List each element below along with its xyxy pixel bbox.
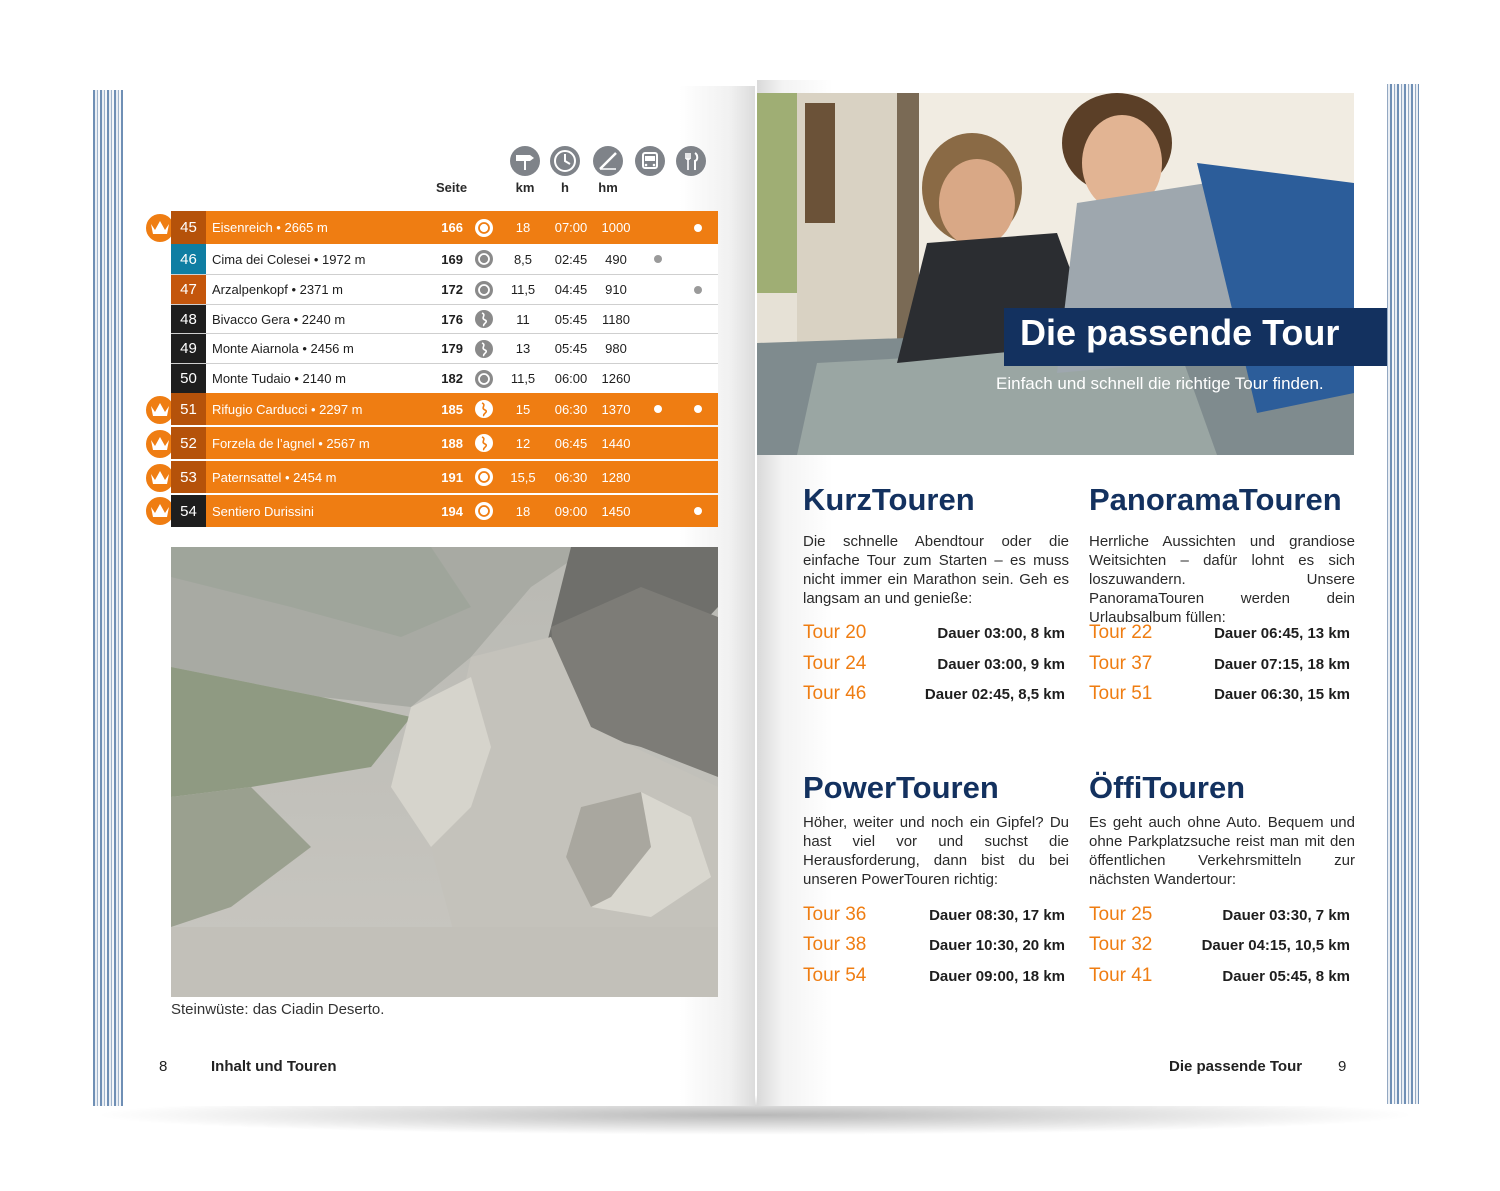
column-header-hm: hm — [598, 180, 618, 195]
tour-number: 46 — [171, 244, 206, 274]
tour-km: 15 — [515, 401, 531, 417]
tour-duration: Dauer 06:30, 15 km — [1214, 686, 1350, 703]
tour-name: Forzela de l’agnel • 2567 m — [212, 435, 370, 451]
tour-hm: 1260 — [601, 371, 631, 386]
tour-time: 05:45 — [554, 311, 588, 327]
table-row[interactable] — [171, 244, 718, 275]
tour-link[interactable]: Tour 37 — [1089, 653, 1153, 674]
tour-km: 13 — [515, 341, 531, 356]
tour-name: Paternsattel • 2454 m — [212, 469, 337, 485]
bus-dot — [654, 405, 662, 413]
section-title: KurzTouren — [803, 482, 975, 517]
tour-km: 11 — [516, 311, 530, 327]
tour-page: 179 — [441, 341, 463, 356]
bus-dot — [654, 255, 662, 263]
fork-knife-icon — [676, 146, 706, 176]
tour-km: 11,5 — [510, 371, 536, 386]
tour-link[interactable]: Tour 46 — [803, 683, 867, 704]
page-subtitle: Einfach und schnell die richtige Tour finden. — [996, 374, 1324, 393]
tour-page: 169 — [441, 251, 463, 267]
tour-number: 54 — [171, 495, 206, 527]
tour-link[interactable]: Tour 41 — [1089, 965, 1153, 986]
tour-time: 09:00 — [554, 503, 588, 519]
tour-page: 182 — [441, 371, 463, 386]
loop-route-icon — [474, 218, 494, 238]
tour-name: Bivacco Gera • 2240 m — [212, 311, 346, 327]
page-title: Die passende Tour — [1020, 312, 1340, 353]
photo-caption: Steinwüste: das Ciadin Deserto. — [171, 1001, 385, 1018]
tour-number: 52 — [171, 427, 206, 459]
tour-link[interactable]: Tour 24 — [803, 653, 867, 674]
section-body: Höher, weiter und noch ein Gipfel? Du hast viel vor und suchst die Herausforderung, dann bist du bei unseren PowerTouren richtig: — [803, 814, 1069, 888]
tour-page: 166 — [441, 220, 463, 235]
tour-name: Monte Tudaio • 2140 m — [212, 371, 346, 386]
tour-link[interactable]: Tour 54 — [803, 965, 867, 986]
table-row[interactable] — [171, 305, 718, 334]
tour-duration: Dauer 09:00, 18 km — [929, 968, 1065, 985]
slope-icon — [593, 146, 623, 176]
tour-time: 02:45 — [554, 251, 588, 267]
tour-hm: 490 — [605, 251, 627, 267]
tour-number: 47 — [171, 275, 206, 304]
signpost-icon — [510, 146, 540, 176]
tour-km: 15,5 — [510, 469, 536, 485]
tour-link[interactable]: Tour 20 — [803, 622, 867, 643]
tour-page: 188 — [441, 435, 463, 451]
running-title-right: Die passende Tour — [1169, 1058, 1303, 1075]
table-row[interactable] — [171, 393, 718, 425]
tour-link[interactable]: Tour 36 — [803, 904, 867, 925]
one-way-route-icon — [474, 309, 494, 329]
one-way-route-icon — [474, 433, 494, 453]
tour-name: Eisenreich • 2665 m — [212, 220, 328, 235]
tour-link[interactable]: Tour 25 — [1089, 904, 1153, 925]
tour-duration: Dauer 06:45, 13 km — [1214, 625, 1350, 642]
tour-number: 51 — [171, 393, 206, 425]
table-row[interactable] — [171, 461, 718, 493]
table-row[interactable] — [171, 275, 718, 305]
table-row[interactable] — [171, 495, 718, 527]
table-row[interactable] — [171, 364, 718, 393]
tour-name: Rifugio Carducci • 2297 m — [212, 401, 363, 417]
section-title: ÖffiTouren — [1089, 770, 1246, 805]
running-title-left: Inhalt und Touren — [211, 1058, 337, 1075]
tour-duration: Dauer 04:15, 10,5 km — [1201, 937, 1350, 954]
tour-km: 12 — [515, 435, 531, 451]
tour-km: 11,5 — [510, 282, 536, 297]
tour-number: 49 — [171, 334, 206, 363]
section-title: PowerTouren — [803, 770, 999, 805]
hikers-photo — [757, 93, 1354, 455]
table-row[interactable] — [171, 211, 718, 244]
tour-hm: 1280 — [601, 469, 631, 485]
tour-number: 50 — [171, 364, 206, 393]
section-title: PanoramaTouren — [1089, 482, 1342, 517]
tour-time: 06:00 — [554, 371, 588, 386]
clock-icon — [550, 146, 580, 176]
right-page-edges — [1385, 84, 1419, 1104]
tour-km: 18 — [515, 503, 531, 519]
tour-page: 172 — [441, 282, 463, 297]
bus-icon — [635, 146, 665, 176]
column-header-km: km — [515, 180, 535, 195]
left-page-edges — [93, 90, 127, 1106]
tour-name: Monte Aiarnola • 2456 m — [212, 341, 354, 356]
tour-duration: Dauer 10:30, 20 km — [929, 937, 1065, 954]
tour-duration: Dauer 05:45, 8 km — [1222, 968, 1350, 985]
loop-route-icon — [474, 249, 494, 269]
one-way-route-icon — [474, 399, 494, 419]
tour-duration: Dauer 08:30, 17 km — [929, 907, 1065, 924]
tour-hm: 980 — [605, 341, 627, 356]
tour-hm: 910 — [605, 282, 627, 297]
page-number-left: 8 — [159, 1058, 168, 1075]
tour-km: 8,5 — [513, 251, 533, 267]
tour-link[interactable]: Tour 51 — [1089, 683, 1153, 704]
loop-route-icon — [474, 369, 494, 389]
restaurant-dot — [694, 405, 702, 413]
tour-duration: Dauer 03:00, 9 km — [937, 656, 1065, 673]
restaurant-dot — [694, 286, 702, 294]
tour-page: 176 — [441, 311, 463, 327]
tour-time: 06:45 — [554, 435, 588, 451]
tour-number: 45 — [171, 211, 206, 244]
table-row[interactable] — [171, 427, 718, 459]
tour-duration: Dauer 02:45, 8,5 km — [924, 686, 1065, 703]
tour-name: Arzalpenkopf • 2371 m — [212, 282, 344, 297]
tour-link[interactable]: Tour 38 — [803, 934, 867, 955]
restaurant-dot — [694, 224, 702, 232]
tour-hm: 1370 — [601, 401, 631, 417]
loop-route-icon — [474, 501, 494, 521]
section-body: Herrliche Aussichten und grandiose Weitsichten – dafür lohnt es sich loszuwandern. Unsere PanoramaTouren werden dein Urlaubsalbum füllen: — [1089, 533, 1355, 626]
tour-name: Cima dei Colesei • 1972 m — [212, 251, 366, 267]
tour-km: 18 — [515, 220, 531, 235]
tour-hm: 1180 — [602, 311, 630, 327]
tour-duration: Dauer 03:30, 7 km — [1222, 907, 1350, 924]
tour-number: 53 — [171, 461, 206, 493]
tour-time: 06:30 — [554, 469, 588, 485]
column-header-page: Seite — [436, 180, 468, 195]
tour-time: 07:00 — [554, 220, 588, 235]
tour-duration: Dauer 07:15, 18 km — [1214, 656, 1350, 673]
table-row[interactable] — [171, 334, 718, 364]
tour-page: 191 — [441, 469, 463, 485]
one-way-route-icon — [474, 339, 494, 359]
tour-hm: 1000 — [601, 220, 631, 235]
loop-route-icon — [474, 467, 494, 487]
tour-hm: 1440 — [601, 435, 631, 451]
page-number-right: 9 — [1338, 1058, 1347, 1075]
loop-route-icon — [474, 280, 494, 300]
tour-link[interactable]: Tour 32 — [1089, 934, 1153, 955]
tour-time: 06:30 — [554, 401, 588, 417]
tour-link[interactable]: Tour 22 — [1089, 622, 1153, 643]
section-body: Die schnelle Abendtour oder die einfache Tour zum Starten – es muss nicht immer ein Marathon sein. Geh es langsam an und genieße: — [803, 533, 1069, 607]
column-header-h: h — [561, 180, 569, 195]
valley-photo — [171, 547, 718, 997]
tour-name: Sentiero Durissini — [212, 503, 314, 519]
tour-time: 04:45 — [554, 282, 588, 297]
tour-duration: Dauer 03:00, 8 km — [937, 625, 1065, 642]
restaurant-dot — [694, 507, 702, 515]
tour-page: 185 — [441, 401, 463, 417]
tour-number: 48 — [171, 305, 206, 333]
tour-time: 05:45 — [554, 341, 588, 356]
tour-page: 194 — [441, 503, 463, 519]
section-body: Es geht auch ohne Auto. Bequem und ohne Parkplatzsuche reist man mit den öffentlichen Verkehrsmitteln zur nächsten Wandertour: — [1089, 814, 1355, 888]
tour-hm: 1450 — [601, 503, 631, 519]
